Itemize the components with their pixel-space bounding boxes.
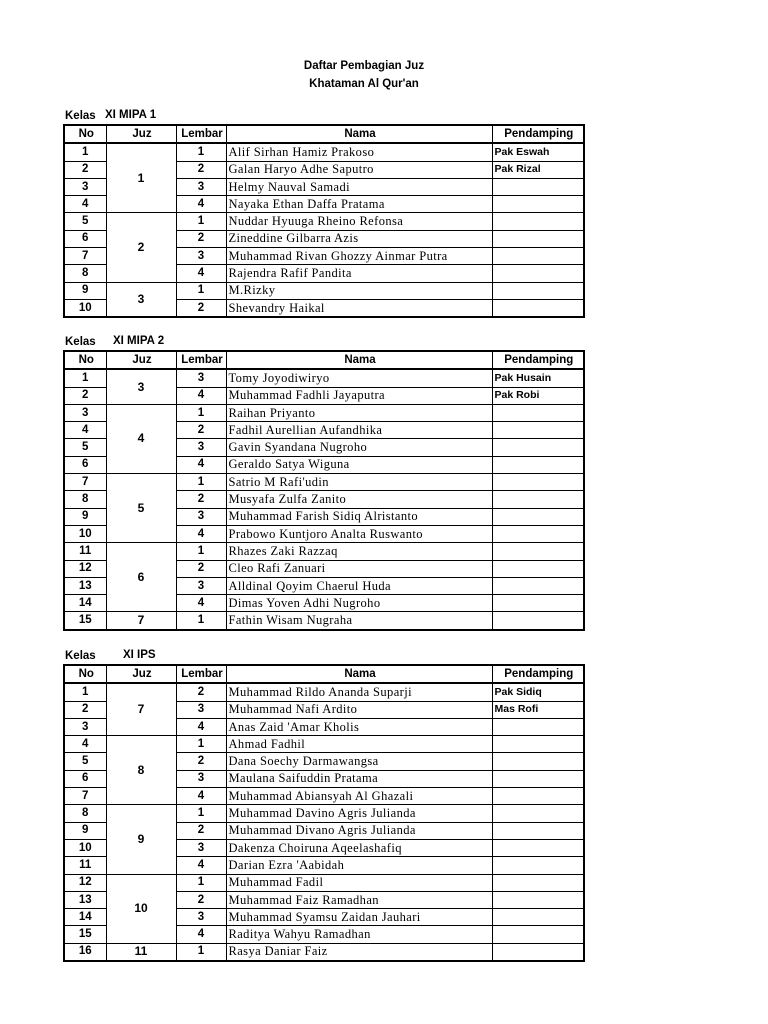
header-lembar: Lembar [176, 351, 226, 369]
cell-nama: Muhammad Rildo Ananda Suparji [226, 683, 492, 701]
cell-nama: Muhammad Divano Agris Julianda [226, 822, 492, 839]
cell-lembar: 4 [176, 265, 226, 282]
cell-no: 4 [64, 196, 106, 213]
cell-lembar: 1 [176, 805, 226, 822]
cell-no: 1 [64, 369, 106, 387]
cell-lembar: 2 [176, 161, 226, 178]
cell-lembar: 4 [176, 456, 226, 473]
cell-pendamping [492, 822, 584, 839]
cell-pendamping [492, 299, 584, 317]
cell-nama: Fathin Wisam Nugraha [226, 612, 492, 630]
table-row [64, 612, 584, 630]
document-title: Daftar Pembagian Juz [303, 60, 425, 72]
cell-pendamping [492, 891, 584, 908]
cell-pendamping [492, 196, 584, 213]
cell-nama: Muhammad Davino Agris Julianda [226, 805, 492, 822]
header-juz: Juz [106, 665, 176, 683]
kelas-name: XI MIPA 1 [105, 109, 157, 121]
cell-no: 9 [64, 282, 106, 299]
header-no: No [64, 665, 106, 683]
cell-juz: 5 [106, 474, 176, 543]
cell-pendamping [492, 474, 584, 491]
header-row [64, 351, 584, 369]
header-nama: Nama [226, 665, 492, 683]
cell-pendamping [492, 422, 584, 439]
cell-nama: Galan Haryo Adhe Saputro [226, 161, 492, 178]
cell-lembar: 3 [176, 909, 226, 926]
cell-pendamping [492, 612, 584, 630]
cell-lembar: 4 [176, 788, 226, 805]
cell-no: 3 [64, 718, 106, 735]
cell-no: 4 [64, 736, 106, 753]
cell-no: 12 [64, 560, 106, 577]
table-row [64, 943, 584, 961]
cell-no: 1 [64, 143, 106, 161]
cell-pendamping [492, 770, 584, 787]
cell-nama: Alldinal Qoyim Chaerul Huda [226, 577, 492, 594]
cell-no: 7 [64, 248, 106, 265]
cell-no: 3 [64, 404, 106, 421]
cell-lembar: 1 [176, 282, 226, 299]
cell-nama: Ahmad Fadhil [226, 736, 492, 753]
cell-nama: Rajendra Rafif Pandita [226, 265, 492, 282]
cell-nama: Anas Zaid 'Amar Kholis [226, 718, 492, 735]
cell-lembar: 4 [176, 595, 226, 612]
cell-nama: Dana Soechy Darmawangsa [226, 753, 492, 770]
cell-lembar: 1 [176, 213, 226, 230]
cell-juz: 9 [106, 805, 176, 874]
kelas-heading [63, 334, 583, 350]
header-no: No [64, 351, 106, 369]
cell-no: 12 [64, 874, 106, 891]
cell-no: 1 [64, 683, 106, 701]
cell-juz: 7 [106, 612, 176, 630]
cell-no: 15 [64, 926, 106, 943]
cell-lembar: 1 [176, 736, 226, 753]
cell-no: 5 [64, 753, 106, 770]
cell-no: 14 [64, 909, 106, 926]
cell-nama: Muhammad Rivan Ghozzy Ainmar Putra [226, 248, 492, 265]
cell-no: 9 [64, 822, 106, 839]
cell-lembar: 3 [176, 701, 226, 718]
cell-nama: Muhammad Farish Sidiq Alristanto [226, 508, 492, 525]
cell-no: 6 [64, 770, 106, 787]
table-row [64, 683, 584, 701]
cell-no: 13 [64, 891, 106, 908]
table-body [64, 683, 584, 961]
cell-no: 13 [64, 577, 106, 594]
cell-pendamping [492, 718, 584, 735]
cell-lembar: 4 [176, 196, 226, 213]
kelas-heading [63, 648, 583, 664]
cell-pendamping [492, 439, 584, 456]
cell-no: 7 [64, 474, 106, 491]
cell-lembar: 2 [176, 230, 226, 247]
kelas-name: XI MIPA 2 [113, 335, 165, 347]
cell-nama: Darian Ezra 'Aabidah [226, 857, 492, 874]
cell-nama: Helmy Nauval Samadi [226, 178, 492, 195]
table-row [64, 474, 584, 491]
cell-pendamping: Pak Rizal [492, 161, 584, 178]
header-pendamping: Pendamping [492, 351, 584, 369]
cell-nama: Tomy Joyodiwiryo [226, 369, 492, 387]
cell-nama: Maulana Saifuddin Pratama [226, 770, 492, 787]
cell-pendamping [492, 265, 584, 282]
cell-pendamping [492, 178, 584, 195]
cell-lembar: 2 [176, 753, 226, 770]
cell-no: 14 [64, 595, 106, 612]
cell-pendamping [492, 248, 584, 265]
table-body [64, 143, 584, 317]
cell-nama: Muhammad Abiansyah Al Ghazali [226, 788, 492, 805]
cell-pendamping [492, 909, 584, 926]
header-lembar: Lembar [176, 125, 226, 143]
kelas-label: Kelas [65, 650, 96, 662]
cell-lembar: 2 [176, 422, 226, 439]
table-row [64, 543, 584, 560]
cell-lembar: 2 [176, 891, 226, 908]
cell-pendamping [492, 525, 584, 542]
cell-lembar: 3 [176, 178, 226, 195]
cell-nama: Muhammad Faiz Ramadhan [226, 891, 492, 908]
cell-pendamping [492, 874, 584, 891]
cell-pendamping [492, 491, 584, 508]
header-nama: Nama [226, 351, 492, 369]
cell-nama: Fadhil Aurellian Aufandhika [226, 422, 492, 439]
table-row [64, 282, 584, 299]
header-lembar: Lembar [176, 665, 226, 683]
cell-nama: Prabowo Kuntjoro Analta Ruswanto [226, 525, 492, 542]
cell-pendamping [492, 805, 584, 822]
cell-nama: Rasya Daniar Faiz [226, 943, 492, 961]
cell-juz: 6 [106, 543, 176, 612]
kelas-label: Kelas [65, 110, 96, 122]
cell-pendamping [492, 543, 584, 560]
cell-lembar: 1 [176, 404, 226, 421]
cell-pendamping [492, 404, 584, 421]
cell-nama: Musyafa Zulfa Zanito [226, 491, 492, 508]
header-pendamping: Pendamping [492, 665, 584, 683]
cell-lembar: 1 [176, 543, 226, 560]
table-row [64, 143, 584, 161]
table-row [64, 874, 584, 891]
cell-juz: 10 [106, 874, 176, 943]
section-xi-mipa-2 [63, 334, 583, 631]
cell-pendamping: Pak Eswah [492, 143, 584, 161]
cell-pendamping [492, 926, 584, 943]
cell-lembar: 2 [176, 822, 226, 839]
kelas-heading [63, 108, 583, 124]
cell-lembar: 1 [176, 874, 226, 891]
cell-lembar: 4 [176, 718, 226, 735]
header-juz: Juz [106, 125, 176, 143]
cell-no: 11 [64, 543, 106, 560]
cell-lembar: 3 [176, 508, 226, 525]
cell-no: 8 [64, 805, 106, 822]
cell-pendamping: Pak Sidiq [492, 683, 584, 701]
cell-nama: Rhazes Zaki Razzaq [226, 543, 492, 560]
juz-table [63, 124, 585, 318]
cell-nama: Gavin Syandana Nugroho [226, 439, 492, 456]
cell-pendamping [492, 753, 584, 770]
table-row [64, 805, 584, 822]
cell-pendamping [492, 282, 584, 299]
cell-lembar: 2 [176, 491, 226, 508]
header-pendamping: Pendamping [492, 125, 584, 143]
cell-lembar: 4 [176, 525, 226, 542]
kelas-label: Kelas [65, 336, 96, 348]
cell-no: 16 [64, 943, 106, 961]
cell-no: 2 [64, 387, 106, 404]
cell-no: 15 [64, 612, 106, 630]
cell-nama: Muhammad Nafi Ardito [226, 701, 492, 718]
table-row [64, 736, 584, 753]
cell-pendamping [492, 857, 584, 874]
cell-nama: Satrio M Rafi'udin [226, 474, 492, 491]
cell-no: 3 [64, 178, 106, 195]
cell-lembar: 1 [176, 474, 226, 491]
header-juz: Juz [106, 351, 176, 369]
table-row [64, 404, 584, 421]
cell-no: 6 [64, 230, 106, 247]
cell-lembar: 1 [176, 612, 226, 630]
cell-nama: Cleo Rafi Zanuari [226, 560, 492, 577]
section-xi-mipa-1 [63, 108, 583, 318]
cell-lembar: 2 [176, 299, 226, 317]
cell-lembar: 4 [176, 926, 226, 943]
cell-pendamping [492, 839, 584, 856]
cell-pendamping [492, 736, 584, 753]
cell-juz: 2 [106, 213, 176, 282]
table-row [64, 369, 584, 387]
cell-pendamping [492, 577, 584, 594]
cell-lembar: 2 [176, 560, 226, 577]
cell-nama: Geraldo Satya Wiguna [226, 456, 492, 473]
header-nama: Nama [226, 125, 492, 143]
cell-pendamping: Mas Rofi [492, 701, 584, 718]
cell-lembar: 3 [176, 839, 226, 856]
cell-no: 8 [64, 491, 106, 508]
cell-no: 7 [64, 788, 106, 805]
section-xi-ips [63, 648, 583, 962]
cell-juz: 3 [106, 282, 176, 317]
cell-no: 10 [64, 525, 106, 542]
cell-nama: Raditya Wahyu Ramadhan [226, 926, 492, 943]
cell-juz: 7 [106, 683, 176, 735]
cell-nama: Shevandry Haikal [226, 299, 492, 317]
kelas-name: XI IPS [123, 649, 156, 661]
cell-nama: Zineddine Gilbarra Azis [226, 230, 492, 247]
header-row [64, 665, 584, 683]
cell-no: 10 [64, 299, 106, 317]
cell-juz: 1 [106, 143, 176, 213]
table-body [64, 369, 584, 629]
cell-pendamping [492, 560, 584, 577]
table-row [64, 213, 584, 230]
cell-pendamping [492, 788, 584, 805]
cell-pendamping [492, 230, 584, 247]
cell-nama: Muhammad Fadhli Jayaputra [226, 387, 492, 404]
cell-lembar: 3 [176, 439, 226, 456]
cell-no: 4 [64, 422, 106, 439]
cell-nama: M.Rizky [226, 282, 492, 299]
header-no: No [64, 125, 106, 143]
cell-pendamping [492, 508, 584, 525]
cell-pendamping [492, 213, 584, 230]
cell-no: 8 [64, 265, 106, 282]
cell-pendamping [492, 595, 584, 612]
juz-table [63, 664, 585, 962]
juz-table [63, 350, 585, 631]
cell-lembar: 2 [176, 683, 226, 701]
cell-lembar: 3 [176, 770, 226, 787]
cell-pendamping [492, 943, 584, 961]
cell-nama: Muhammad Syamsu Zaidan Jauhari [226, 909, 492, 926]
cell-nama: Dakenza Choiruna Aqeelashafiq [226, 839, 492, 856]
cell-lembar: 1 [176, 943, 226, 961]
cell-lembar: 3 [176, 248, 226, 265]
cell-no: 2 [64, 701, 106, 718]
cell-no: 6 [64, 456, 106, 473]
cell-lembar: 4 [176, 857, 226, 874]
header-row [64, 125, 584, 143]
cell-no: 5 [64, 439, 106, 456]
cell-juz: 3 [106, 369, 176, 404]
cell-lembar: 4 [176, 387, 226, 404]
cell-nama: Raihan Priyanto [226, 404, 492, 421]
cell-no: 10 [64, 839, 106, 856]
cell-no: 9 [64, 508, 106, 525]
cell-nama: Alif Sirhan Hamiz Prakoso [226, 143, 492, 161]
cell-nama: Dimas Yoven Adhi Nugroho [226, 595, 492, 612]
cell-juz: 11 [106, 943, 176, 961]
cell-lembar: 1 [176, 143, 226, 161]
cell-nama: Nayaka Ethan Daffa Pratama [226, 196, 492, 213]
cell-lembar: 3 [176, 577, 226, 594]
document-subtitle: Khataman Al Qur'an [309, 78, 419, 90]
cell-juz: 8 [106, 736, 176, 805]
cell-pendamping: Pak Robi [492, 387, 584, 404]
cell-nama: Nuddar Hyuuga Rheino Refonsa [226, 213, 492, 230]
cell-juz: 4 [106, 404, 176, 473]
cell-nama: Muhammad Fadil [226, 874, 492, 891]
cell-lembar: 3 [176, 369, 226, 387]
cell-pendamping: Pak Husain [492, 369, 584, 387]
cell-no: 5 [64, 213, 106, 230]
cell-pendamping [492, 456, 584, 473]
cell-no: 11 [64, 857, 106, 874]
cell-no: 2 [64, 161, 106, 178]
